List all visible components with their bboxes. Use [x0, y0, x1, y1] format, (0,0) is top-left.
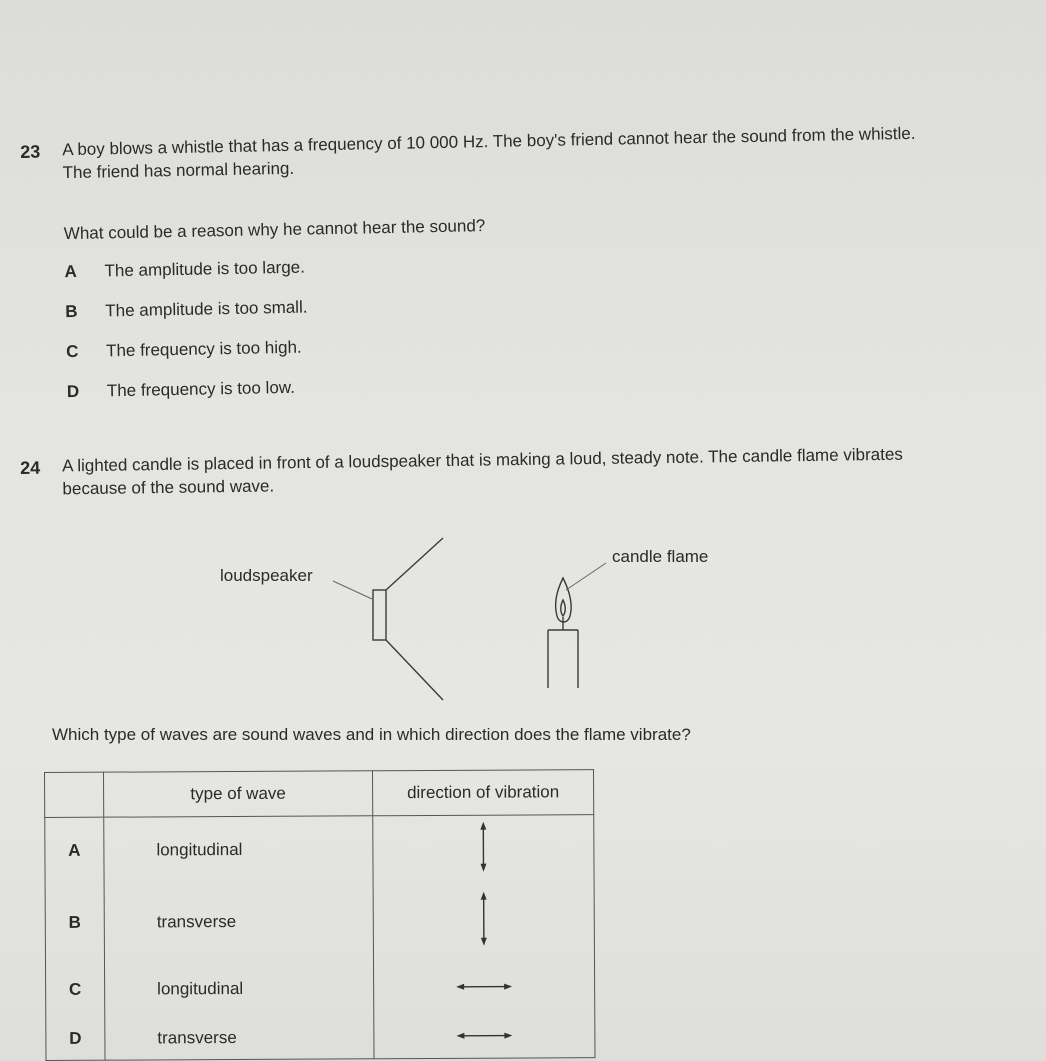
question-number: 23 — [20, 142, 40, 163]
option-c[interactable] — [66, 342, 67, 382]
direction-cell — [373, 881, 594, 960]
option-text: The amplitude is too small. — [105, 298, 308, 322]
row-wave: transverse — [104, 882, 373, 961]
question-stem: A lighted candle is placed in front of a loudspeaker that is making a loud, steady note. The candle flame vibrates because of the sound wave. — [62, 442, 943, 500]
direction-cell — [374, 1015, 595, 1059]
vertical-double-arrow-icon — [474, 891, 494, 945]
horizontal-double-arrow-icon — [456, 1030, 512, 1042]
candle-leader-line — [566, 563, 606, 590]
loudspeaker-candle-diagram — [0, 520, 800, 710]
option-letter: A — [64, 262, 77, 282]
table-header-wave: type of wave — [104, 771, 373, 817]
question-23 — [20, 121, 940, 139]
table-row[interactable] — [46, 1015, 595, 1060]
option-letter: D — [67, 382, 80, 402]
table-header-direction: direction of vibration — [372, 770, 593, 816]
question-ask: Which type of waves are sound waves and in which direction does the flame vibrate? — [52, 725, 691, 745]
loudspeaker-icon — [373, 538, 443, 700]
row-letter: C — [45, 962, 104, 1018]
question-number: 24 — [20, 458, 40, 479]
row-wave: transverse — [105, 1016, 374, 1060]
row-wave: longitudinal — [104, 816, 373, 884]
loudspeaker-leader-line — [333, 581, 372, 599]
option-letter: C — [66, 342, 79, 362]
option-letter: B — [65, 302, 78, 322]
option-d[interactable] — [67, 382, 68, 422]
direction-cell — [373, 959, 594, 1016]
row-letter: B — [45, 884, 104, 962]
candle-flame-label: candle flame — [612, 547, 708, 567]
option-text: The amplitude is too large. — [104, 258, 305, 282]
table-row[interactable] — [45, 959, 594, 1018]
table-row[interactable] — [45, 815, 594, 884]
question-24 — [20, 442, 940, 455]
row-letter: D — [46, 1018, 105, 1061]
question-stem: A boy blows a whistle that has a frequency of 10 000 Hz. The boy's friend cannot hear the sound from the whistle. The friend has normal hearing. — [62, 121, 933, 184]
horizontal-double-arrow-icon — [456, 981, 512, 993]
answer-table — [44, 769, 596, 1061]
loudspeaker-label: loudspeaker — [220, 566, 313, 586]
vertical-double-arrow-icon — [473, 821, 493, 871]
option-text: The frequency is too low. — [107, 378, 295, 402]
candle-icon — [548, 578, 578, 688]
options-list — [64, 262, 67, 422]
row-wave: longitudinal — [104, 960, 373, 1017]
table-header-blank — [45, 772, 104, 817]
option-text: The frequency is too high. — [106, 338, 302, 362]
option-b[interactable] — [65, 302, 66, 342]
row-letter: A — [45, 817, 104, 884]
question-ask: What could be a reason why he cannot hear the sound? — [64, 214, 486, 245]
option-a[interactable] — [64, 262, 65, 302]
direction-cell — [373, 815, 594, 883]
table-row[interactable] — [45, 881, 594, 962]
